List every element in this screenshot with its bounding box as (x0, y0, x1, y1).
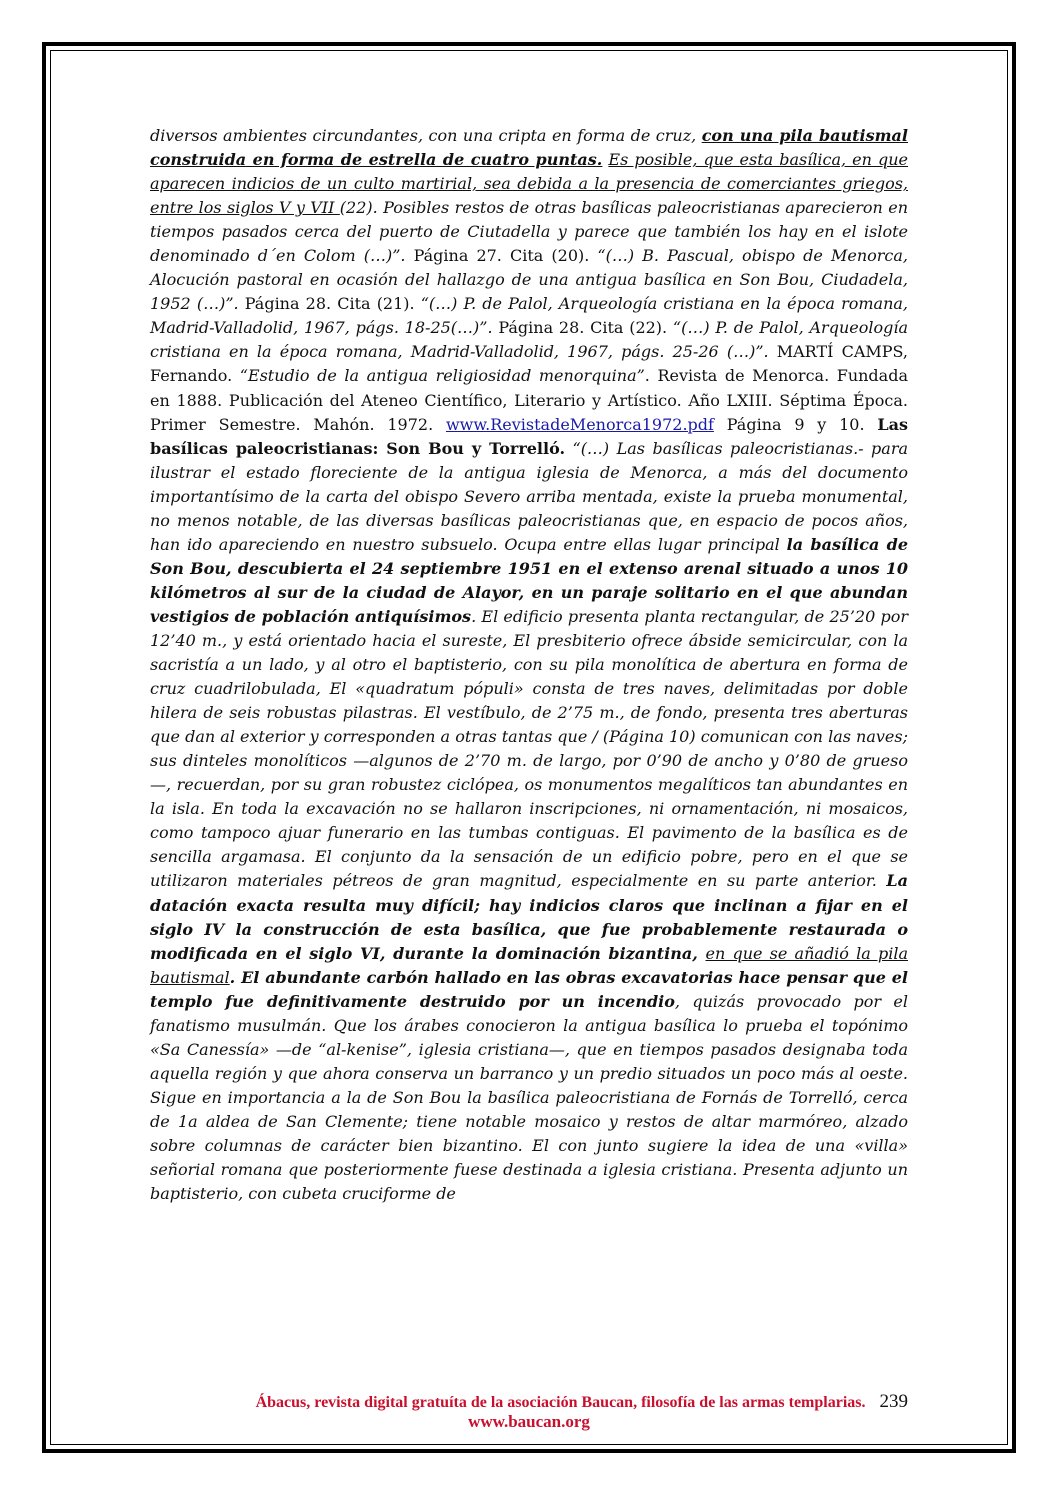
text-span: (22). Posibles restos de otras basílicas paleocristianas aparecieron en tiempos pasados cerca del puerto de Ciutadella y parece que también los hay en el islote denominado d´en Colom (…)”. (150, 198, 909, 266)
revista-pdf-link[interactable]: www.RevistadeMenorca1972.pdf (445, 414, 714, 434)
footer-url[interactable]: www.baucan.org (468, 1412, 590, 1431)
text-span: , quizás provocado por el fanatismo musulmán. Que los árabes conocieron la antigua basílica lo prueba el topónimo «Sa Canessía» —de “al-kenise”, iglesia cristiana—, que en tiempos pasados designaba toda aquella región y que ahora conserva un barranco y un predio situados un poco más al oeste. Sigue en importancia a la de Son Bou la basílica paleocristiana de Fornás de Torrelló, cerca de 1a aldea de San Clemente; tiene notable mosaico y restos de altar marmóreo, alzado sobre columnas de carácter bien bizantino. El con junto sugiere la idea de una «villa» señorial romana que posteriormente fuese destinada a iglesia cristiana. Presenta adjunto un baptisterio, con cubeta cruciforme de (150, 991, 908, 1204)
text-span: . El edificio presenta planta rectangular, de 25’20 por 12’40 m., y está orientado hacia el sureste, El presbiterio ofrece ábside semicircular, con la sacristía a un lado, y al otro el baptisterio, con su pila monolítica de abertura en forma de cruz cuadrilobulada, El «quadratum pópuli» consta de tres naves, delimitadas por doble hilera de seis robustas pilastras. El vestíbulo, de 2’75 m., de fondo, presenta tres aberturas que dan al exterior y corresponden a otras tantas que / (Página 10) comunican con las naves; sus dinteles monolíticos —algunos de 2’70 m. de largo, por 0’90 de ancho y 0’80 de grueso—, recuerdan, por su gran robustez ciclópea, os monumentos megalíticos tan abundantes en la isla. En toda la excavación no se hallaron inscripciones, ni ornamentación, ni mosaicos, como tampoco ajuar funerario en las tumbas contiguas. El pavimento de la basílica es de sencilla argamasa. El conjunto da la sensación de un edificio pobre, pero en el que se utilizaron materiales pétreos de gran magnitud, especialmente en su parte anterior. (150, 606, 909, 891)
text-span: Página 27. Cita (20). (405, 246, 598, 266)
page-number: 239 (879, 1391, 908, 1412)
text-span-underline: Es posible, que esta basílica, en que aparecen indicios de un culto martirial, sea debida a la presencia de comerciantes griegos, entre los siglos V y VII (150, 150, 908, 218)
text-span: Página 28. Cita (21). (238, 294, 421, 314)
document-body (150, 124, 908, 1206)
footer-journal-line (150, 1391, 908, 1413)
text-span-underline: en que se añadió la pila bautismal (150, 943, 908, 987)
text-span: . Revista de Menorca. Fundada en 1888. Publicación del Ateneo Científico, Literario y Artístico. Año LXIII. Séptima Época. Primer Semestre. Mahón. 1972. (150, 366, 908, 434)
text-span: Página 9 y 10. (713, 414, 878, 434)
text-span: MARTÍ CAMPS, Fernando. (150, 342, 908, 386)
text-span-bold-underline: con una pila bautismal construida en forma de estrella de cuatro puntas. (150, 126, 908, 170)
footer-journal-title: Ábacus, revista digital gratuíta de la asociación Baucan, filosofía de las armas templarias. (255, 1394, 866, 1411)
text-span: diversos ambientes circundantes, con una cripta en forma de cruz, (150, 126, 702, 145)
text-span: Página 28. Cita (22). (492, 318, 673, 338)
body-paragraph (150, 124, 908, 1206)
text-span: “(…) P. de Palol, Arqueología cristiana en la época romana, Madrid-Valladolid, 1967, págs. 18-25(…)”. (150, 294, 909, 338)
text-span-bold: . El abundante carbón hallado en las obras excavatorias hace pensar que el templo fue definitivamente destruido por un incendio (150, 967, 908, 1011)
text-span: “(…) P. de Palol, Arqueología cristiana en la época romana, Madrid-Valladolid, 1967, págs. 25-26 (…)”. (150, 318, 909, 362)
text-span-bold: La datación exacta resulta muy difícil; hay indicios claros que inclinan a fijar en el siglo IV la construcción de esta basílica, que fue probablemente restaurada o modificada en el siglo VI, durante la dominación bizantina, (150, 871, 908, 963)
text-span: “(…) Las basílicas paleocristianas.- para ilustrar el estado floreciente de la antigua iglesia de Menorca, a más del documento importantísimo de la carta del obispo Severo arriba mentada, existe la prueba monumental, no menos notable, de las diversas basílicas paleocristianas que, en espacio de pocos años, han ido apareciendo en nuestro subsuelo. Ocupa entre ellas lugar principal (150, 438, 909, 554)
text-span-bold: la basílica de Son Bou, descubierta el 24 septiembre 1951 en el extenso arenal situado a unos 10 kilómetros al sur de la ciudad de Alayor, en un paraje solitario en el que abundan vestigios de población antiquísimos (150, 534, 908, 626)
section-heading: Las basílicas paleocristianas: Son Bou y Torrelló. (150, 414, 908, 458)
text-span: “(…) B. Pascual, obispo de Menorca, Alocución pastoral en ocasión del hallazgo de una antigua basílica en Son Bou, Ciudadela, 1952 (…)”. (150, 246, 908, 314)
text-span: “Estudio de la antigua religiosidad menorquina” (239, 366, 645, 386)
